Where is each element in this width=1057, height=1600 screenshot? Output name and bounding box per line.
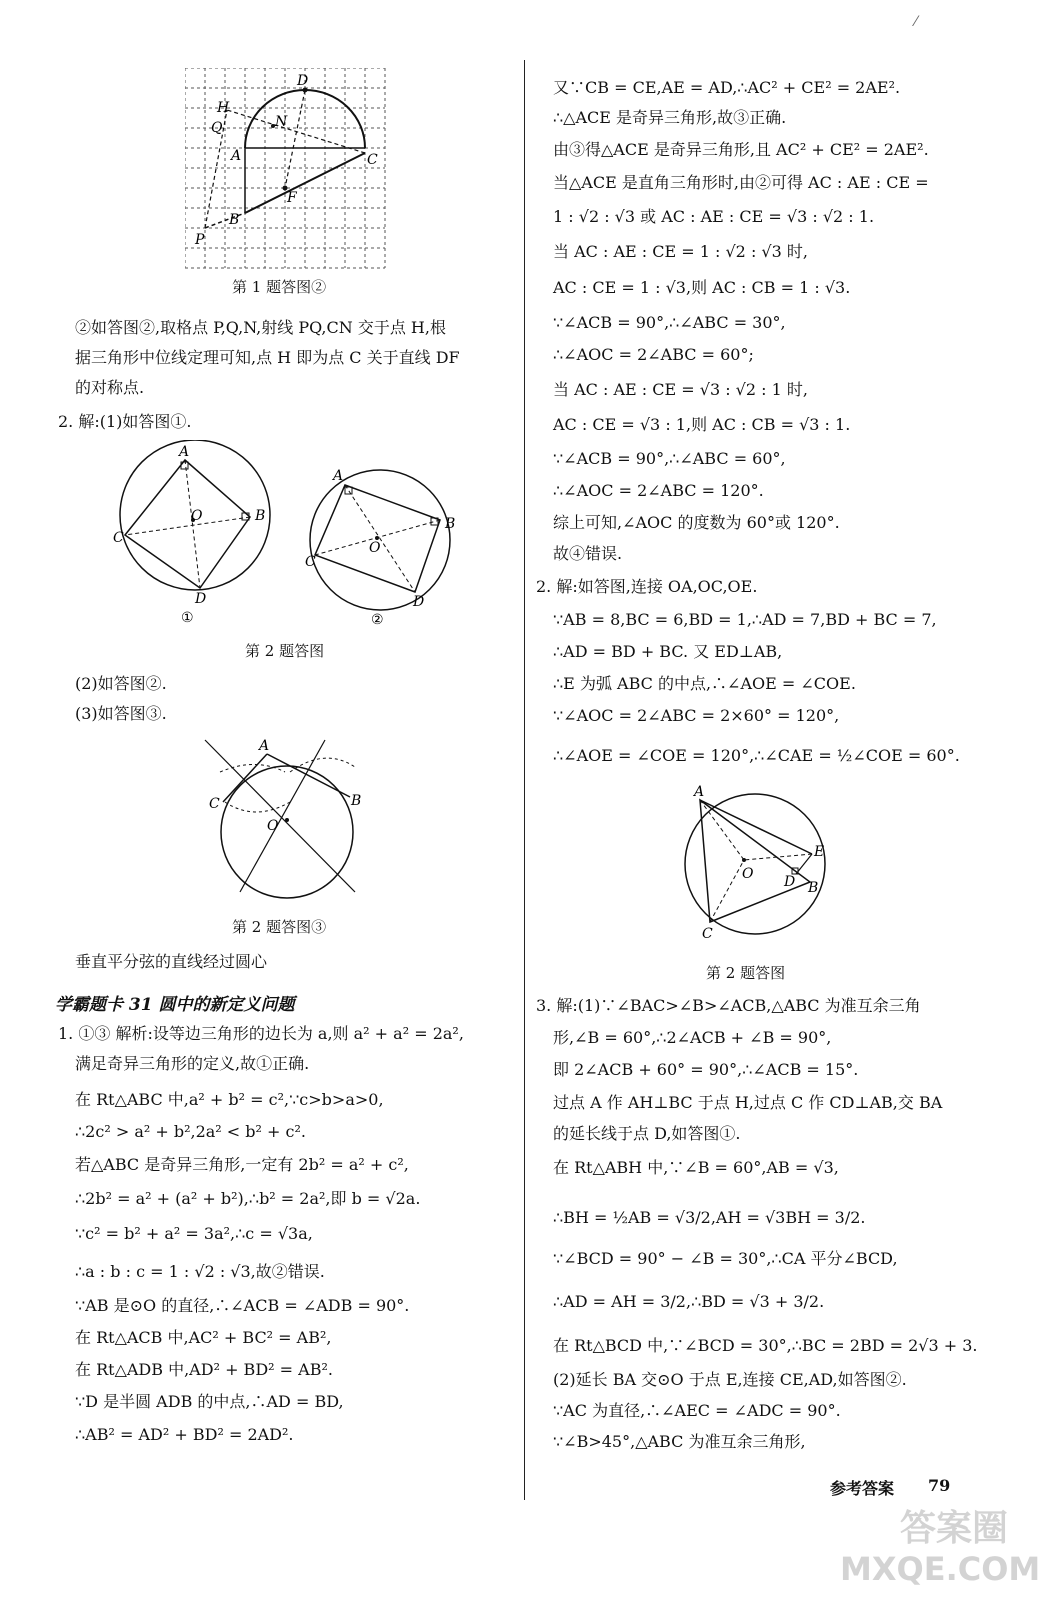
- text-line: 在 Rt△BCD 中,∵∠BCD = 30°,∴BC = 2BD = 2√3 + 3.: [553, 1336, 978, 1355]
- fig2-label: B: [445, 516, 456, 532]
- text-line: 即 2∠ACB + 60° = 90°,∴∠ACB = 15°.: [553, 1060, 859, 1079]
- text-line: ∴E 为弧 ABC 的中点,∴∠AOE = ∠COE.: [553, 674, 856, 693]
- text-line: 3. 解:(1)∵∠BAC>∠B>∠ACB,△ABC 为准互余三角: [536, 996, 921, 1015]
- fig4-label: O: [742, 866, 754, 882]
- text-line: ∴AD = BD + BC. 又 ED⊥AB,: [553, 642, 783, 661]
- figure-3-circle: [195, 732, 375, 902]
- text-line: AC : CE = 1 : √3,则 AC : CB = 1 : √3.: [553, 278, 851, 297]
- fig2-label: A: [179, 444, 190, 460]
- fig2-label: O: [191, 508, 203, 524]
- text-line: 在 Rt△ABH 中,∵∠B = 60°,AB = √3,: [553, 1158, 839, 1177]
- fig2-label: ②: [371, 612, 384, 628]
- text-line: 故④错误.: [553, 544, 623, 563]
- text-line: 据三角形中位线定理可知,点 H 即为点 C 关于直线 DF: [75, 348, 460, 367]
- fig2-label: A: [333, 468, 344, 484]
- text-line: (2)如答图②.: [75, 674, 167, 693]
- text-line: ∴2c² > a² + b²,2a² < b² + c².: [75, 1122, 306, 1141]
- question-heading: 2. 解:(1)如答图①.: [58, 412, 192, 431]
- footer-label: 参考答案: [830, 1479, 895, 1498]
- text-line: ∵AB = 8,BC = 6,BD = 1,∴AD = 7,BD + BC = 7,: [553, 610, 937, 629]
- watermark-logo: 答案圈: [900, 1508, 1009, 1549]
- text-line: 过点 A 作 AH⊥BC 于点 H,过点 C 作 CD⊥AB,交 BA: [553, 1093, 943, 1112]
- text-line: 当 AC : AE : CE = 1 : √2 : √3 时,: [553, 242, 808, 261]
- fig1-label: B: [229, 212, 240, 228]
- text-line: 在 Rt△ADB 中,AD² + BD² = AB².: [75, 1360, 333, 1379]
- fig4-label: B: [808, 880, 819, 896]
- text-line: 2. 解:如答图,连接 OA,OC,OE.: [536, 577, 758, 596]
- text-line: ∴a : b : c = 1 : √2 : √3,故②错误.: [75, 1262, 325, 1281]
- text-line: 在 Rt△ACB 中,AC² + BC² = AB²,: [75, 1328, 332, 1347]
- text-line: ∵∠AOC = 2∠ABC = 2×60° = 120°,: [553, 706, 840, 725]
- fig2-label: ①: [181, 610, 194, 626]
- text-line: ∵AC 为直径,∴∠AEC = ∠ADC = 90°.: [553, 1401, 841, 1420]
- figure-2-circles: [105, 440, 485, 630]
- text-line: 由③得△ACE 是奇异三角形,且 AC² + CE² = 2AE².: [553, 140, 929, 159]
- text-line: 1 : √2 : √3 或 AC : AE : CE = √3 : √2 : 1.: [553, 207, 875, 226]
- section-title: 学霸题卡 31 圆中的新定义问题: [55, 995, 295, 1015]
- figure-4-caption: 第 2 题答图: [706, 964, 786, 982]
- text-line: 在 Rt△ABC 中,a² + b² = c²,∵c>b>a>0,: [75, 1090, 384, 1109]
- text-line: ∴∠AOC = 2∠ABC = 60°;: [553, 345, 754, 364]
- figure-2-caption: 第 2 题答图: [245, 642, 325, 660]
- text-line: 综上可知,∠AOC 的度数为 60°或 120°.: [553, 513, 840, 532]
- text-line: ∵∠ACB = 90°,∴∠ABC = 30°,: [553, 313, 786, 332]
- text-line: AC : CE = √3 : 1,则 AC : CB = √3 : 1.: [553, 415, 851, 434]
- text-line: ∴BH = ½AB = √3/2,AH = √3BH = 3/2.: [553, 1208, 866, 1227]
- text-line: 当△ACE 是直角三角形时,由②可得 AC : AE : CE =: [553, 173, 929, 192]
- figure-3-caption: 第 2 题答图③: [232, 918, 327, 936]
- text-line: 满足奇异三角形的定义,故①正确.: [75, 1054, 310, 1073]
- fig4-label: D: [784, 874, 796, 890]
- text-line: ∴∠AOC = 2∠ABC = 120°.: [553, 481, 764, 500]
- fig1-label: A: [231, 148, 242, 164]
- fig2-label: C: [113, 530, 124, 546]
- text-line: 垂直平分弦的直线经过圆心: [75, 952, 268, 971]
- text-line: 当 AC : AE : CE = √3 : √2 : 1 时,: [553, 380, 808, 399]
- fig1-label: H: [217, 100, 230, 116]
- watermark-url: MXQE.COM: [840, 1550, 1041, 1588]
- fig1-label: C: [367, 152, 378, 168]
- figure-4-circle: [680, 782, 840, 942]
- fig3-label: A: [259, 738, 270, 754]
- corner-mark: ⁄: [914, 14, 917, 30]
- fig2-label: B: [255, 508, 266, 524]
- text-line: ∵D 是半圆 ADB 的中点,∴AD = BD,: [75, 1392, 344, 1411]
- column-divider: [524, 60, 525, 1500]
- fig4-label: E: [814, 844, 825, 860]
- text-line: ∴2b² = a² + (a² + b²),∴b² = 2a²,即 b = √2a.: [75, 1189, 421, 1208]
- fig2-label: D: [413, 594, 425, 610]
- text-line: ∵c² = b² + a² = 3a²,∴c = √3a,: [75, 1224, 313, 1243]
- text-line: ∴△ACE 是奇异三角形,故③正确.: [553, 108, 787, 127]
- text-line: ∵∠B>45°,△ABC 为准互余三角形,: [553, 1432, 806, 1451]
- text-line: 形,∠B = 60°,∴2∠ACB + ∠B = 90°,: [553, 1028, 832, 1047]
- page-number: 79: [928, 1476, 951, 1495]
- text-line: ∵∠ACB = 90°,∴∠ABC = 60°,: [553, 449, 786, 468]
- fig1-label: D: [297, 73, 309, 89]
- fig1-label: F: [287, 190, 297, 206]
- text-line: ∴∠AOE = ∠COE = 120°,∴∠CAE = ½∠COE = 60°.: [553, 746, 960, 765]
- text-line: (3)如答图③.: [75, 704, 167, 723]
- text-line: 的延长线于点 D,如答图①.: [553, 1124, 741, 1143]
- fig4-label: A: [694, 784, 705, 800]
- text-line: (2)延长 BA 交⊙O 于点 E,连接 CE,AD,如答图②.: [553, 1370, 907, 1389]
- fig2-label: O: [369, 540, 381, 556]
- text-line: 若△ABC 是奇异三角形,一定有 2b² = a² + c²,: [75, 1155, 409, 1174]
- fig2-label: D: [195, 591, 207, 607]
- text-line: ∵AB 是⊙O 的直径,∴∠ACB = ∠ADB = 90°.: [75, 1296, 410, 1315]
- text-line: ∵∠BCD = 90° − ∠B = 30°,∴CA 平分∠BCD,: [553, 1249, 898, 1268]
- fig3-label: C: [209, 796, 220, 812]
- fig3-label: B: [351, 793, 362, 809]
- fig1-label: P: [195, 232, 205, 248]
- text-line: ∴AD = AH = 3/2,∴BD = √3 + 3/2.: [553, 1292, 825, 1311]
- figure-1-caption: 第 1 题答图②: [232, 278, 327, 296]
- text-line: ②如答图②,取格点 P,Q,N,射线 PQ,CN 交于点 H,根: [75, 318, 446, 337]
- text-line: 又∵CB = CE,AE = AD,∴AC² + CE² = 2AE².: [553, 78, 901, 97]
- fig3-label: O: [267, 818, 279, 834]
- text-line: ∴AB² = AD² + BD² = 2AD².: [75, 1425, 294, 1444]
- fig1-label: N: [275, 114, 288, 130]
- text-line: 1. ①③ 解析:设等边三角形的边长为 a,则 a² + a² = 2a²,: [58, 1024, 464, 1043]
- fig2-label: C: [305, 554, 316, 570]
- text-line: 的对称点.: [75, 378, 145, 397]
- figure-1-grid: [185, 68, 390, 273]
- fig4-label: C: [702, 926, 713, 942]
- fig1-label: Q: [211, 120, 223, 136]
